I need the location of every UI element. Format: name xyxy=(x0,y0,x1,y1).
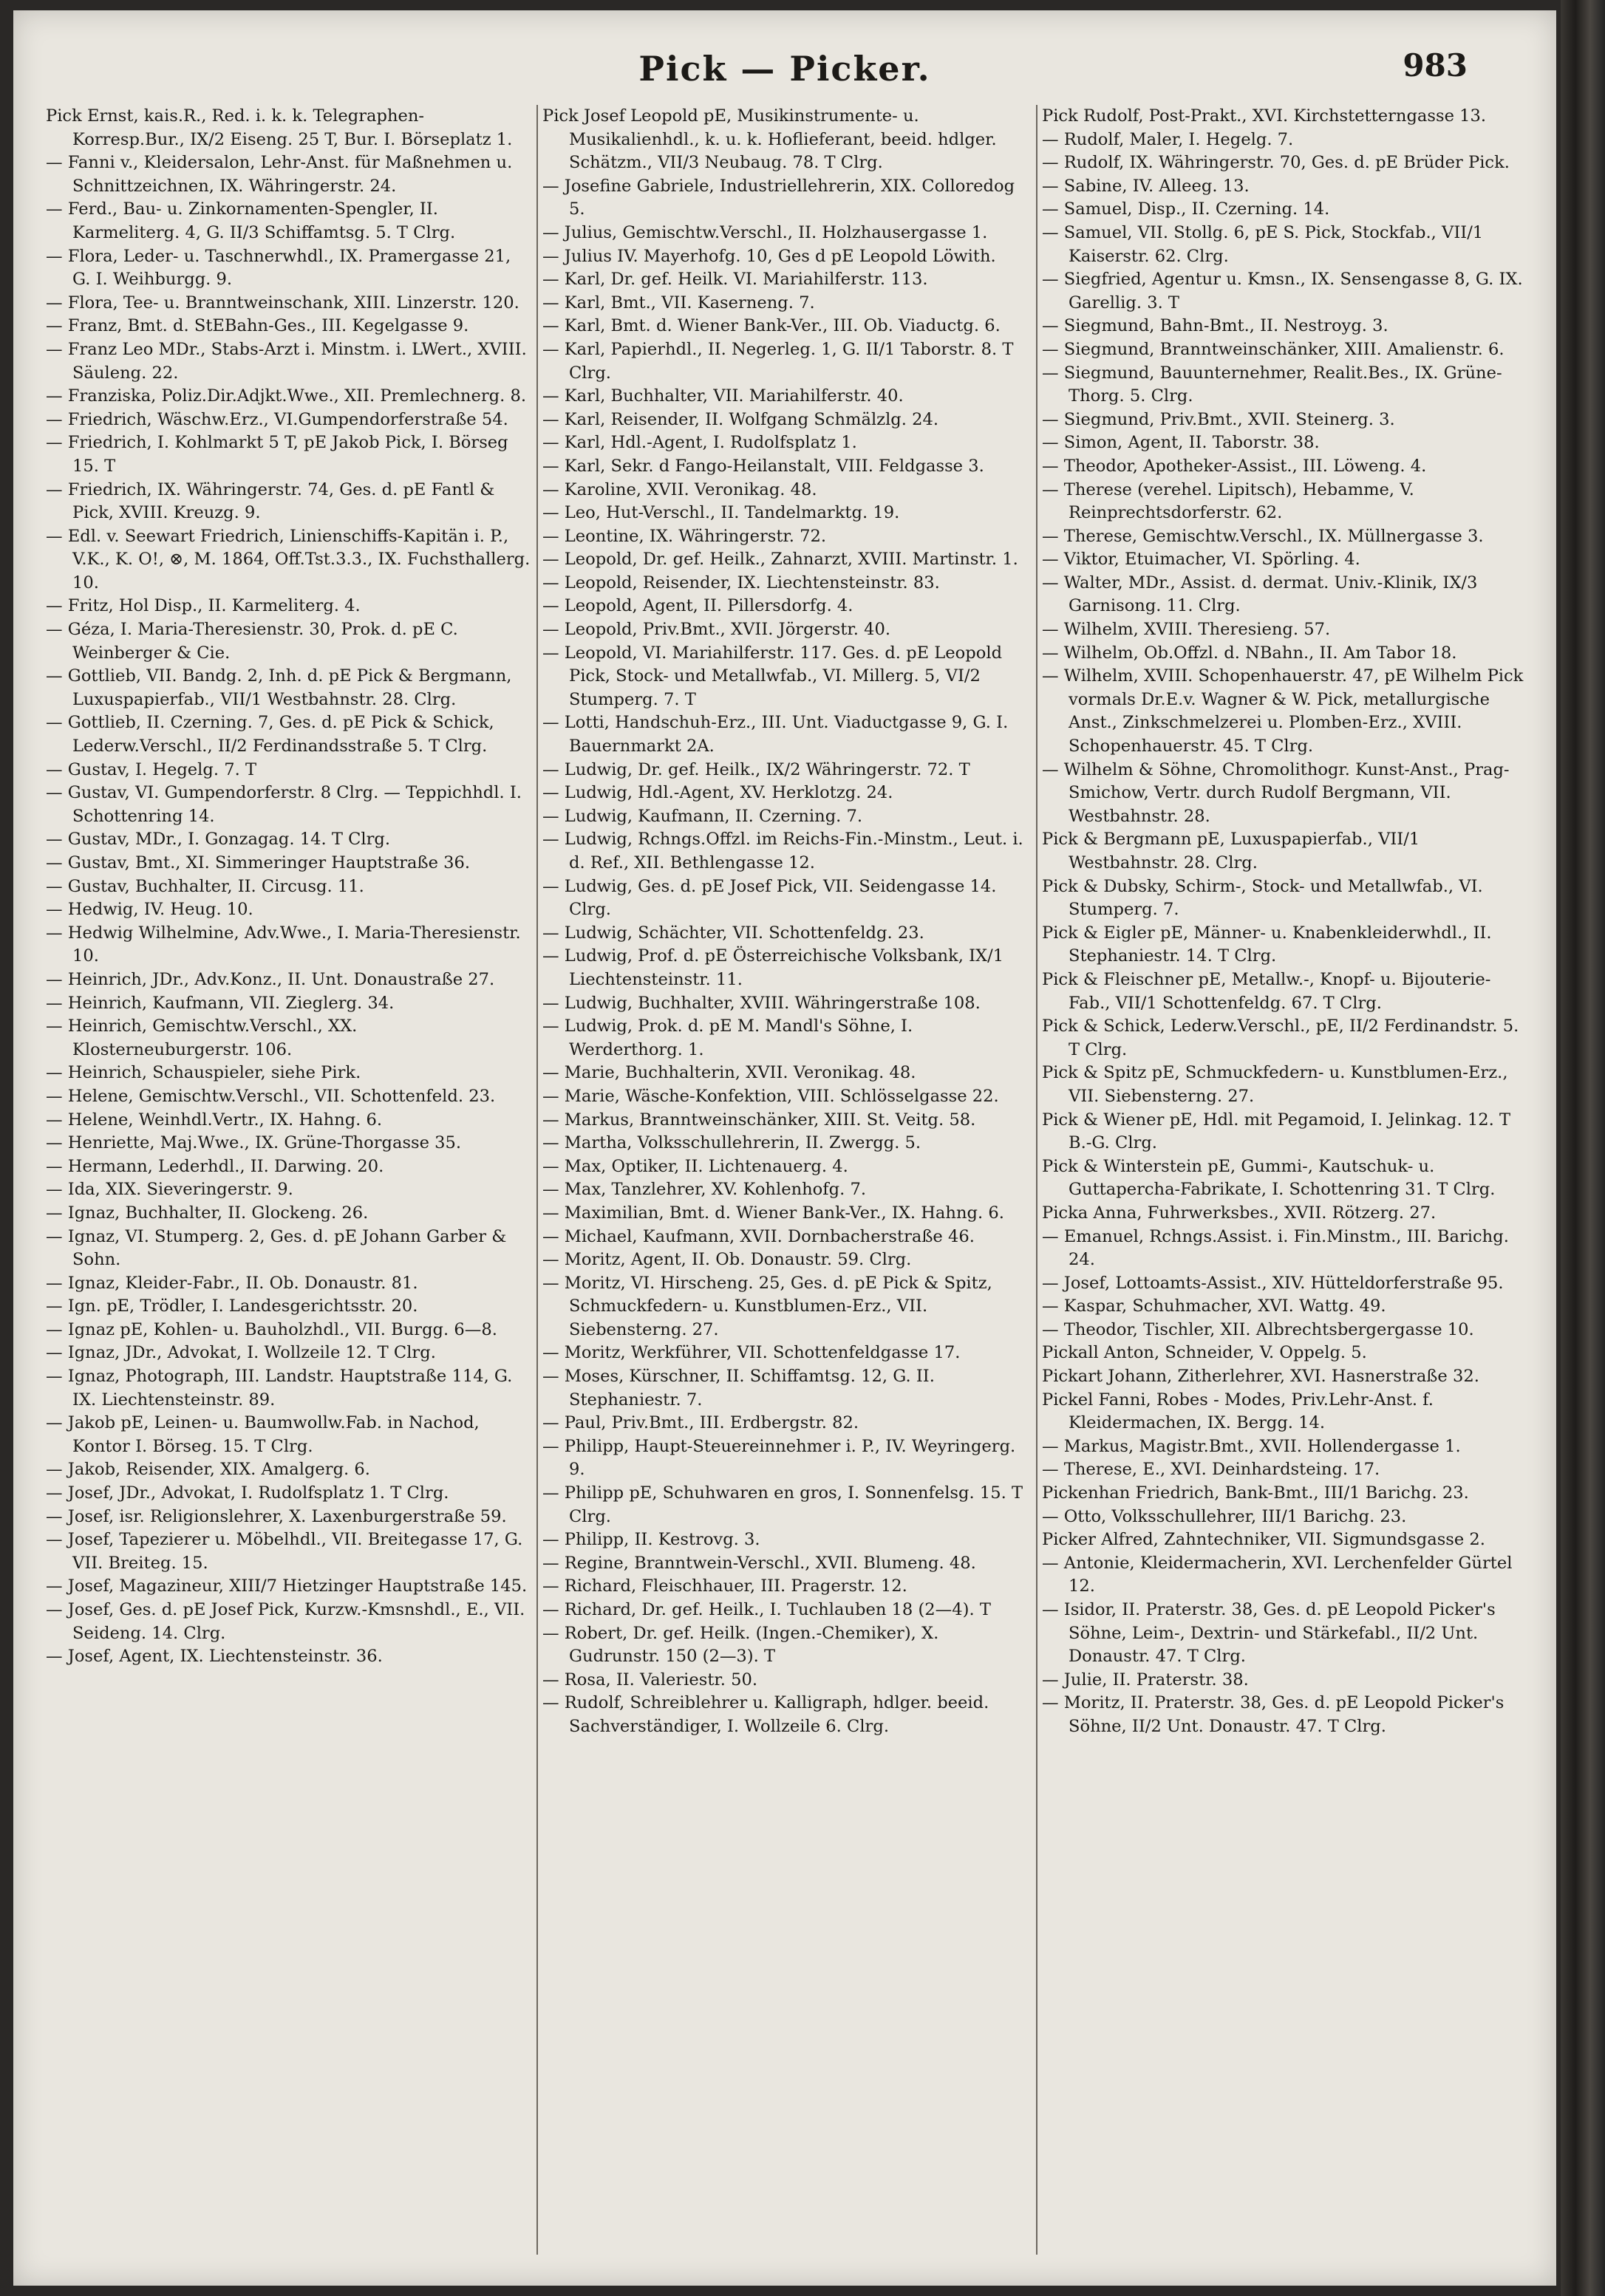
directory-entry: — Leopold, VI. Mariahilferstr. 117. Ges. d. pE Leopold Pick, Stock- und Metallwfab., VI. Millerg. 5, VI/2 Stumperg. 7. T xyxy=(542,643,1003,709)
directory-entry: — Samuel, VII. Stollg. 6, pE S. Pick, Stockfab., VII/1 Kaiserstr. 62. Clrg. xyxy=(1042,222,1484,266)
directory-entry: — Rudolf, Schreiblehrer u. Kalligraph, hdlger. beeid. Sachverständiger, I. Wollzeile 6. Clrg. xyxy=(542,1693,989,1736)
directory-entry: — Marie, Buchhalterin, XVII. Veronikag. 48. xyxy=(542,1063,916,1083)
directory-entry: — Gustav, MDr., I. Gonzagag. 14. T Clrg. xyxy=(46,830,391,850)
directory-entry: — Ludwig, Rchngs.Offzl. im Reichs-Fin.-Minstm., Leut. i. d. Ref., XII. Bethlengasse 12. xyxy=(542,830,1023,872)
directory-entry: — Ignaz, VI. Stumperg. 2, Ges. d. pE Johann Garber & Sohn. xyxy=(46,1226,507,1270)
directory-entry: — Wilhelm & Söhne, Chromolithogr. Kunst-Anst., Prag-Smichow, Vertr. durch Rudolf Bergmann, VII. Westbahnstr. 28. xyxy=(1042,759,1510,826)
directory-entry: — Franziska, Poliz.Dir.Adjkt.Wwe., XII. Premlechnerg. 8. xyxy=(46,386,527,406)
directory-entry: — Ignaz, JDr., Advokat, I. Wollzeile 12. T Clrg. xyxy=(46,1343,436,1363)
directory-entry: — Friedrich, Wäschw.Erz., VI.Gumpendorferstraße 54. xyxy=(46,409,508,429)
directory-entry: — Flora, Leder- u. Taschnerwhdl., IX. Pramergasse 21, G. I. Weihburgg. 9. xyxy=(46,246,511,290)
directory-entry: — Rudolf, IX. Währingerstr. 70, Ges. d. pE Brüder Pick. xyxy=(1042,153,1510,173)
directory-entry: — Otto, Volksschullehrer, III/1 Barichg. 23. xyxy=(1042,1506,1407,1526)
directory-entry: — Marie, Wäsche-Konfektion, VIII. Schlösselgasse 22. xyxy=(542,1086,999,1106)
directory-entry: — Friedrich, I. Kohlmarkt 5 T, pE Jakob Pick, I. Börseg 15. T xyxy=(46,433,508,476)
directory-entry: — Richard, Dr. gef. Heilk., I. Tuchlauben 18 (2—4). T xyxy=(542,1600,991,1619)
directory-entry: — Ferd., Bau- u. Zinkornamenten-Spengler, II. Karmeliterg. 4, G. II/3 Schiffamtsg. 5. T Clrg. xyxy=(46,199,456,242)
directory-entry: — Walter, MDr., Assist. d. dermat. Univ.-Klinik, IX/3 Garnisong. 11. Clrg. xyxy=(1042,573,1478,616)
directory-entry: — Leopold, Dr. gef. Heilk., Zahnarzt, XVIII. Martinstr. 1. xyxy=(542,550,1018,570)
directory-entry: Picker Alfred, Zahntechniker, VII. Sigmundsgasse 2. xyxy=(1042,1530,1485,1550)
directory-entry: — Ludwig, Kaufmann, II. Czerning. 7. xyxy=(542,806,863,826)
directory-entry: Pick Rudolf, Post-Prakt., XVI. Kirchstetterngasse 13. xyxy=(1042,106,1487,126)
directory-entry: — Wilhelm, XVIII. Theresieng. 57. xyxy=(1042,620,1331,640)
book-page-edge xyxy=(1561,0,1605,2296)
directory-entry: — Fritz, Hol Disp., II. Karmeliterg. 4. xyxy=(46,596,361,616)
page-title: Pick — Picker. xyxy=(638,49,931,89)
directory-entry: — Karl, Bmt., VII. Kaserneng. 7. xyxy=(542,293,815,312)
directory-entry: — Karl, Papierhdl., II. Negerleg. 1, G. II/1 Taborstr. 8. T Clrg. xyxy=(542,339,1014,383)
directory-entry: — Moritz, II. Praterstr. 38, Ges. d. pE Leopold Picker's Söhne, II/2 Unt. Donaustr. 47. T Clrg. xyxy=(1042,1693,1505,1736)
directory-entry: — Ludwig, Schächter, VII. Schottenfeldg. 23. xyxy=(542,923,924,943)
directory-entry: Pick & Bergmann pE, Luxuspapierfab., VII/1 Westbahnstr. 28. Clrg. xyxy=(1042,830,1420,872)
directory-entry: — Géza, I. Maria-Theresienstr. 30, Prok. d. pE C. Weinberger & Cie. xyxy=(46,620,458,663)
directory-entry: — Markus, Branntweinschänker, XIII. St. Veitg. 58. xyxy=(542,1110,976,1130)
directory-entry: Pick & Eigler pE, Männer- u. Knabenkleiderwhdl., II. Stephaniestr. 14. T Clrg. xyxy=(1042,923,1492,966)
directory-entry: — Ignaz, Buchhalter, II. Glockeng. 26. xyxy=(46,1203,369,1223)
directory-entry: — Therese, Gemischtw.Verschl., IX. Müllnergasse 3. xyxy=(1042,526,1484,546)
directory-entry: — Therese, E., XVI. Deinhardsteing. 17. xyxy=(1042,1460,1380,1480)
directory-entry: — Heinrich, Schauspieler, siehe Pirk. xyxy=(46,1063,361,1083)
directory-entry: — Karl, Bmt. d. Wiener Bank-Ver., III. Ob. Viaductg. 6. xyxy=(542,316,1001,336)
directory-entry: — Josef, Magazineur, XIII/7 Hietzinger Hauptstraße 145. xyxy=(46,1576,528,1596)
directory-entry: — Franz, Bmt. d. StEBahn-Ges., III. Kegelgasse 9. xyxy=(46,316,469,336)
directory-entry: — Gustav, VI. Gumpendorferstr. 8 Clrg. — Teppichhdl. I. Schottenring 14. xyxy=(46,783,522,826)
directory-entry: — Henriette, Maj.Wwe., IX. Grüne-Thorgasse 35. xyxy=(46,1133,462,1153)
column-divider xyxy=(1036,105,1037,2255)
directory-entry: — Hedwig Wilhelmine, Adv.Wwe., I. Maria-Theresienstr. 10. xyxy=(46,923,521,966)
directory-entry: — Leopold, Priv.Bmt., XVII. Jörgerstr. 40. xyxy=(542,620,891,640)
directory-entry: — Ignaz, Photograph, III. Landstr. Hauptstraße 114, G. IX. Liechtensteinstr. 89. xyxy=(46,1367,513,1410)
directory-entry: — Flora, Tee- u. Branntweinschank, XIII. Linzerstr. 120. xyxy=(46,293,519,312)
directory-entry: — Ludwig, Dr. gef. Heilk., IX/2 Währingerstr. 72. T xyxy=(542,759,970,779)
directory-entry: Pick Josef Leopold pE, Musikinstrumente- u. Musikalienhdl., k. u. k. Hoflieferant, beeid. hdlger. Schätzm., VII/3 Neubaug. 78. T Clrg. xyxy=(542,106,997,173)
directory-entry: — Wilhelm, Ob.Offzl. d. NBahn., II. Am Tabor 18. xyxy=(1042,643,1457,663)
directory-entry: — Ida, XIX. Sieveringerstr. 9. xyxy=(46,1180,293,1200)
directory-entry: — Therese (verehel. Lipitsch), Hebamme, V. Reinprechtsdorferstr. 62. xyxy=(1042,479,1414,523)
directory-entry: — Michael, Kaufmann, XVII. Dornbacherstraße 46. xyxy=(542,1226,975,1246)
directory-entry: — Moritz, VI. Hirscheng. 25, Ges. d. pE Pick & Spitz, Schmuckfedern- u. Kunstblumen-Erz., VII. Siebensterng. 27. xyxy=(542,1273,992,1339)
directory-entry: — Hermann, Lederhdl., II. Darwing. 20. xyxy=(46,1156,384,1176)
directory-entry: — Samuel, Disp., II. Czerning. 14. xyxy=(1042,199,1330,219)
directory-entry: — Helene, Weinhdl.Vertr., IX. Hahng. 6. xyxy=(46,1110,383,1130)
directory-entry: — Maximilian, Bmt. d. Wiener Bank-Ver., IX. Hahng. 6. xyxy=(542,1203,1004,1223)
directory-entry: — Heinrich, Kaufmann, VII. Zieglerg. 34. xyxy=(46,993,395,1013)
directory-entry: — Jakob pE, Leinen- u. Baumwollw.Fab. in Nachod, Kontor I. Börseg. 15. T Clrg. xyxy=(46,1413,480,1456)
directory-entry: — Josef, Agent, IX. Liechtensteinstr. 36. xyxy=(46,1647,383,1667)
directory-entry: — Rosa, II. Valeriestr. 50. xyxy=(542,1670,758,1689)
directory-entry: — Moritz, Agent, II. Ob. Donaustr. 59. Clrg. xyxy=(542,1250,912,1270)
directory-entry: — Max, Tanzlehrer, XV. Kohlenhofg. 7. xyxy=(542,1180,867,1200)
directory-entry: Pick Ernst, kais.R., Red. i. k. k. Telegraphen-Korresp.Bur., IX/2 Eiseng. 25 T, Bur. I. Börseplatz 1. xyxy=(46,106,513,149)
directory-entry: — Helene, Gemischtw.Verschl., VII. Schottenfeld. 23. xyxy=(46,1086,496,1106)
directory-entry: Pick & Winterstein pE, Gummi-, Kautschuk- u. Guttapercha-Fabrikate, I. Schottenring 31. T Clrg. xyxy=(1042,1156,1496,1200)
directory-entry: — Gustav, Buchhalter, II. Circusg. 11. xyxy=(46,876,364,896)
directory-entry: — Heinrich, Gemischtw.Verschl., XX. Klosterneuburgerstr. 106. xyxy=(46,1017,358,1059)
directory-entry: — Ludwig, Hdl.-Agent, XV. Herklotzg. 24. xyxy=(542,783,893,803)
directory-entry: — Siegmund, Branntweinschänker, XIII. Amalienstr. 6. xyxy=(1042,339,1505,359)
directory-entry: — Ludwig, Buchhalter, XVIII. Währingerstraße 108. xyxy=(542,993,981,1013)
directory-entry: — Sabine, IV. Alleeg. 13. xyxy=(1042,176,1250,196)
directory-column-3 xyxy=(1042,105,1527,1739)
directory-entry: — Josef, Tapezierer u. Möbelhdl., VII. Breitegasse 17, G. VII. Breiteg. 15. xyxy=(46,1530,523,1573)
directory-entry: — Franz Leo MDr., Stabs-Arzt i. Minstm. i. LWert., XVIII. Säuleng. 22. xyxy=(46,339,527,383)
directory-entry: — Moritz, Werkführer, VII. Schottenfeldgasse 17. xyxy=(542,1343,961,1363)
directory-entry: — Philipp, II. Kestrovg. 3. xyxy=(542,1530,760,1550)
directory-entry: — Simon, Agent, II. Taborstr. 38. xyxy=(1042,433,1320,453)
directory-column-1 xyxy=(46,105,531,1669)
directory-entry: — Antonie, Kleidermacherin, XVI. Lerchenfelder Gürtel 12. xyxy=(1042,1553,1513,1596)
directory-entry: — Leontine, IX. Währingerstr. 72. xyxy=(542,526,827,546)
directory-entry: — Ign. pE, Trödler, I. Landesgerichtsstr. 20. xyxy=(46,1296,418,1316)
directory-entry: Picka Anna, Fuhrwerksbes., XVII. Rötzerg. 27. xyxy=(1042,1203,1437,1223)
directory-entry: — Paul, Priv.Bmt., III. Erdbergstr. 82. xyxy=(542,1413,859,1433)
directory-entry: — Lotti, Handschuh-Erz., III. Unt. Viaductgasse 9, G. I. Bauernmarkt 2A. xyxy=(542,713,1009,756)
directory-entry: — Rudolf, Maler, I. Hegelg. 7. xyxy=(1042,129,1294,149)
directory-entry: — Philipp, Haupt-Steuereinnehmer i. P., IV. Weyringerg. 9. xyxy=(542,1436,1016,1480)
directory-entry: — Leopold, Reisender, IX. Liechtensteinstr. 83. xyxy=(542,573,940,592)
directory-entry: — Karl, Hdl.-Agent, I. Rudolfsplatz 1. xyxy=(542,433,857,453)
directory-entry: — Karl, Dr. gef. Heilk. VI. Mariahilferstr. 113. xyxy=(542,270,928,290)
directory-entry: — Gottlieb, VII. Bandg. 2, Inh. d. pE Pick & Bergmann, Luxuspapierfab., VII/1 Westbahnstr. 28. Clrg. xyxy=(46,666,512,709)
directory-entry: Pick & Dubsky, Schirm-, Stock- und Metallwfab., VI. Stumperg. 7. xyxy=(1042,876,1483,920)
directory-entry: — Emanuel, Rchngs.Assist. i. Fin.Minstm., III. Barichg. 24. xyxy=(1042,1226,1509,1270)
directory-entry: — Martha, Volksschullehrerin, II. Zwergg. 5. xyxy=(542,1133,921,1153)
directory-entry: — Siegmund, Priv.Bmt., XVII. Steinerg. 3. xyxy=(1042,409,1395,429)
directory-entry: — Ludwig, Prof. d. pE Österreichische Volksbank, IX/1 Liechtensteinstr. 11. xyxy=(542,946,1004,989)
directory-entry: — Gustav, I. Hegelg. 7. T xyxy=(46,759,257,779)
directory-entry: Pick & Spitz pE, Schmuckfedern- u. Kunstblumen-Erz., VII. Siebensterng. 27. xyxy=(1042,1063,1508,1106)
directory-entry: Pick & Fleischner pE, Metallw.-, Knopf- u. Bijouterie-Fab., VII/1 Schottenfeldg. 67. T Clrg. xyxy=(1042,969,1491,1013)
directory-entry: — Heinrich, JDr., Adv.Konz., II. Unt. Donaustraße 27. xyxy=(46,969,495,989)
directory-entry: — Kaspar, Schuhmacher, XVI. Wattg. 49. xyxy=(1042,1296,1386,1316)
column-divider xyxy=(536,105,538,2255)
directory-entry: — Leopold, Agent, II. Pillersdorfg. 4. xyxy=(542,596,853,616)
directory-entry: — Siegmund, Bahn-Bmt., II. Nestroyg. 3. xyxy=(1042,316,1388,336)
directory-entry: — Regine, Branntwein-Verschl., XVII. Blumeng. 48. xyxy=(542,1553,976,1573)
directory-entry: — Karl, Buchhalter, VII. Mariahilferstr. 40. xyxy=(542,386,904,406)
directory-entry: — Edl. v. Seewart Friedrich, Linienschiffs-Kapitän i. P., V.K., K. O!, ⊗, M. 1864, Off.Tst.3.3., IX. Fuchsthallerg. 10. xyxy=(46,526,531,592)
directory-entry: — Robert, Dr. gef. Heilk. (Ingen.-Chemiker), X. Gudrunstr. 150 (2—3). T xyxy=(542,1623,939,1667)
directory-entry: — Julie, II. Praterstr. 38. xyxy=(1042,1670,1249,1689)
directory-entry: — Ignaz pE, Kohlen- u. Bauholzhdl., VII. Burgg. 6—8. xyxy=(46,1319,497,1339)
directory-entry: — Fanni v., Kleidersalon, Lehr-Anst. für Maßnehmen u. Schnittzeichnen, IX. Währingerstr. 24. xyxy=(46,153,513,196)
directory-entry: — Max, Optiker, II. Lichtenauerg. 4. xyxy=(542,1156,848,1176)
directory-entry: — Philipp pE, Schuhwaren en gros, I. Sonnenfelsg. 15. T Clrg. xyxy=(542,1483,1023,1526)
directory-entry: — Friedrich, IX. Währingerstr. 74, Ges. d. pE Fantl & Pick, XVIII. Kreuzg. 9. xyxy=(46,479,495,523)
directory-entry: — Theodor, Tischler, XII. Albrechtsbergergasse 10. xyxy=(1042,1319,1474,1339)
directory-entry: — Viktor, Etuimacher, VI. Spörling. 4. xyxy=(1042,550,1360,570)
directory-entry: — Isidor, II. Praterstr. 38, Ges. d. pE Leopold Picker's Söhne, Leim-, Dextrin- und Stärkefabl., II/2 Unt. Donaustr. 47. T Clrg. xyxy=(1042,1600,1496,1667)
directory-entry: — Theodor, Apotheker-Assist., III. Löweng. 4. xyxy=(1042,456,1427,476)
directory-entry: — Josefine Gabriele, Industriellehrerin, XIX. Colloredog 5. xyxy=(542,176,1015,219)
directory-entry: Pick & Wiener pE, Hdl. mit Pegamoid, I. Jelinkag. 12. T B.-G. Clrg. xyxy=(1042,1110,1511,1153)
directory-entry: Pickart Johann, Zitherlehrer, XVI. Hasnerstraße 32. xyxy=(1042,1367,1479,1387)
directory-entry: Pick & Schick, Lederw.Verschl., pE, II/2 Ferdinandstr. 5. T Clrg. xyxy=(1042,1017,1519,1059)
directory-entry: — Leo, Hut-Verschl., II. Tandelmarktg. 19. xyxy=(542,503,900,523)
directory-entry: Pickenhan Friedrich, Bank-Bmt., III/1 Barichg. 23. xyxy=(1042,1483,1469,1503)
directory-entry: — Gustav, Bmt., XI. Simmeringer Hauptstraße 36. xyxy=(46,853,471,872)
directory-entry: — Josef, Lottoamts-Assist., XIV. Hütteldorferstraße 95. xyxy=(1042,1273,1504,1293)
directory-page xyxy=(13,10,1556,2286)
directory-entry: — Julius, Gemischtw.Verschl., II. Holzhausergasse 1. xyxy=(542,222,988,242)
directory-entry: — Siegfried, Agentur u. Kmsn., IX. Sensengasse 8, G. IX. Garellig. 3. T xyxy=(1042,270,1523,312)
directory-entry: — Jakob, Reisender, XIX. Amalgerg. 6. xyxy=(46,1460,370,1480)
directory-entry: — Ludwig, Prok. d. pE M. Mandl's Söhne, I. Werderthorg. 1. xyxy=(542,1017,913,1059)
directory-entry: — Ludwig, Ges. d. pE Josef Pick, VII. Seidengasse 14. Clrg. xyxy=(542,876,997,920)
directory-entry: — Gottlieb, II. Czerning. 7, Ges. d. pE Pick & Schick, Lederw.Verschl., II/2 Ferdinandsstraße 5. T Clrg. xyxy=(46,713,494,756)
directory-entry: — Julius IV. Mayerhofg. 10, Ges d pE Leopold Löwith. xyxy=(542,246,996,266)
directory-entry: Pickel Fanni, Robes - Modes, Priv.Lehr-Anst. f. Kleidermachen, IX. Bergg. 14. xyxy=(1042,1390,1434,1433)
directory-column-2 xyxy=(542,105,1027,1739)
directory-entry: — Markus, Magistr.Bmt., XVII. Hollendergasse 1. xyxy=(1042,1436,1461,1456)
directory-entry: — Moses, Kürschner, II. Schiffamtsg. 12, G. II. Stephaniestr. 7. xyxy=(542,1367,935,1410)
directory-entry: — Wilhelm, XVIII. Schopenhauerstr. 47, pE Wilhelm Pick vormals Dr.E.v. Wagner & W. Pick, metallurgische Anst., Zinkschmelzerei u. Plomben-Erz., XVIII. Schopenhauerstr. 45. T Clrg. xyxy=(1042,666,1524,756)
directory-entry: — Hedwig, IV. Heug. 10. xyxy=(46,900,253,920)
directory-entry: — Josef, Ges. d. pE Josef Pick, Kurzw.-Kmsnshdl., E., VII. Seideng. 14. Clrg. xyxy=(46,1600,525,1643)
directory-entry: — Josef, JDr., Advokat, I. Rudolfsplatz 1. T Clrg. xyxy=(46,1483,449,1503)
directory-entry: — Karl, Sekr. d Fango-Heilanstalt, VIII. Feldgasse 3. xyxy=(542,456,984,476)
directory-entry: — Karl, Reisender, II. Wolfgang Schmälzlg. 24. xyxy=(542,409,939,429)
directory-entry: Pickall Anton, Schneider, V. Oppelg. 5. xyxy=(1042,1343,1367,1363)
page-number: 983 xyxy=(1403,47,1468,83)
directory-entry: — Siegmund, Bauunternehmer, Realit.Bes., IX. Grüne-Thorg. 5. Clrg. xyxy=(1042,363,1502,406)
directory-entry: — Ignaz, Kleider-Fabr., II. Ob. Donaustr. 81. xyxy=(46,1273,418,1293)
directory-entry: — Karoline, XVII. Veronikag. 48. xyxy=(542,479,817,499)
directory-entry: — Josef, isr. Religionslehrer, X. Laxenburgerstraße 59. xyxy=(46,1506,507,1526)
directory-entry: — Richard, Fleischhauer, III. Pragerstr. 12. xyxy=(542,1576,907,1596)
